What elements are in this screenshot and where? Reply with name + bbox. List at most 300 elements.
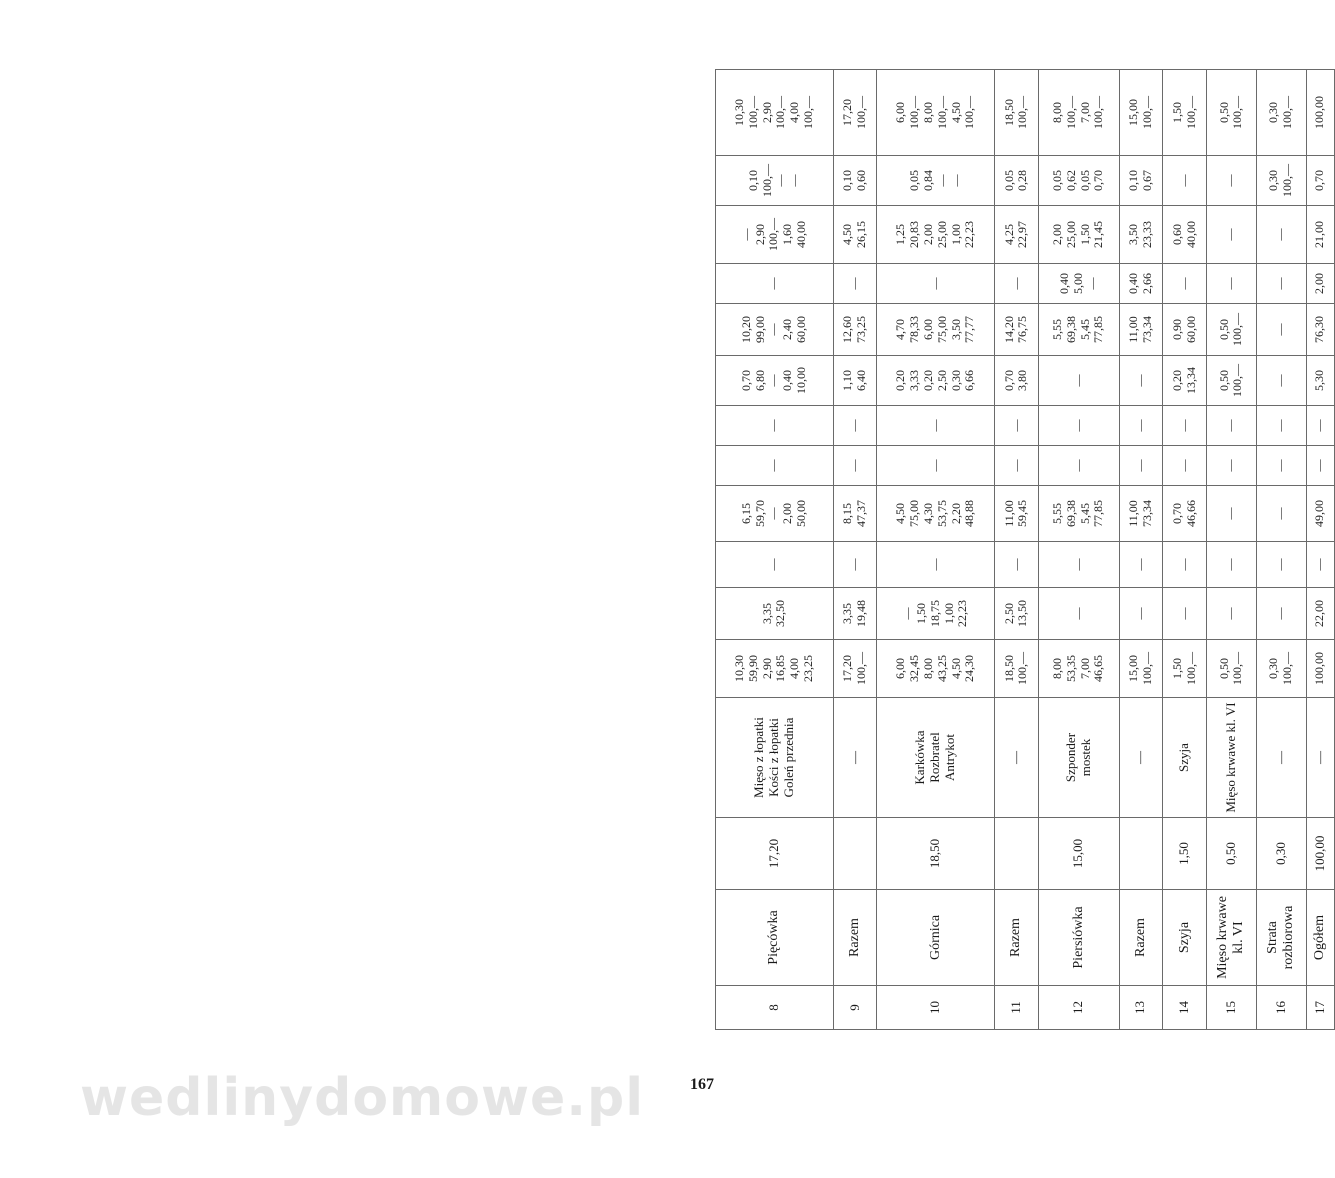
cell-line: 1,10 xyxy=(840,370,855,391)
value-cell-c3 xyxy=(995,542,1039,588)
cell-line: — xyxy=(766,323,781,336)
value-cell-c1 xyxy=(833,640,877,698)
cell-line: 100,— xyxy=(1280,652,1295,685)
cell-line: 0,62 xyxy=(1063,170,1078,191)
cell-line: 23,33 xyxy=(1139,221,1154,248)
row-cuts xyxy=(1256,698,1306,818)
value-cell-c10 xyxy=(833,206,877,264)
cell-line: — xyxy=(1084,277,1099,290)
cell-line: — xyxy=(1176,419,1191,432)
value-cell-c12 xyxy=(1306,70,1334,156)
cell-line: 1,00 xyxy=(948,224,963,245)
cell-line: 21,00 xyxy=(1312,221,1327,248)
cell-line: 6,00 xyxy=(920,319,935,340)
value-cell-c11 xyxy=(1119,156,1163,206)
cell-line: 100,— xyxy=(934,96,949,129)
cell-line: 69,38 xyxy=(1063,316,1078,343)
cell-line: 100,— xyxy=(1183,96,1198,129)
cell-line: 0,10 xyxy=(1126,170,1141,191)
value-cell-c7 xyxy=(1256,356,1306,406)
cell-line: 0,50 xyxy=(1216,102,1231,123)
cell-line: — xyxy=(1273,277,1288,290)
cell-line: 76,30 xyxy=(1312,316,1327,343)
value-cell-c1 xyxy=(995,640,1039,698)
cell-line: 0,60 xyxy=(854,170,869,191)
cell-line: — xyxy=(1070,419,1085,432)
cell-line: 5,45 xyxy=(1077,503,1092,524)
value-cell-c12 xyxy=(833,70,877,156)
row-name: Szyja xyxy=(1163,890,1207,986)
cell-line: — xyxy=(900,607,915,620)
value-cell-c4 xyxy=(877,486,995,542)
cell-line: 0,90 xyxy=(1169,319,1184,340)
cell-line: — xyxy=(1132,607,1147,620)
value-cell-c1 xyxy=(1163,640,1207,698)
value-cell-c9 xyxy=(1256,264,1306,304)
cell-line: 2,00 xyxy=(1312,273,1327,294)
cell-line: 77,77 xyxy=(962,316,977,343)
cell-line: 10,30 xyxy=(731,655,746,682)
cell-line: 100,— xyxy=(1015,652,1030,685)
cell-line: 22,23 xyxy=(962,221,977,248)
cell-line: 0,67 xyxy=(1139,170,1154,191)
cell-line: 10,20 xyxy=(738,316,753,343)
cell-line: 73,34 xyxy=(1139,316,1154,343)
value-cell-c11 xyxy=(1306,156,1334,206)
value-cell-c2 xyxy=(877,588,995,640)
cell-line: 2,66 xyxy=(1139,273,1154,294)
value-cell-c5 xyxy=(1256,446,1306,486)
cell-line: 0,84 xyxy=(920,170,935,191)
cell-line: 7,00 xyxy=(1077,658,1092,679)
cell-line: 7,00 xyxy=(1077,102,1092,123)
cell-line: 59,90 xyxy=(745,655,760,682)
cell-line: 4,50 xyxy=(893,503,908,524)
value-cell-c10 xyxy=(995,206,1039,264)
value-cell-c11 xyxy=(1038,156,1119,206)
cell-line: — xyxy=(1008,558,1023,571)
table-row xyxy=(877,70,995,1030)
value-cell-c7 xyxy=(1306,356,1334,406)
cell-line: 40,00 xyxy=(1183,221,1198,248)
cell-line: 5,30 xyxy=(1312,370,1327,391)
row-name: Strata rozbiorowa xyxy=(1256,890,1306,986)
cell-line: — xyxy=(948,174,963,187)
value-cell-c8 xyxy=(716,304,834,356)
value-cell-c9 xyxy=(1119,264,1163,304)
cell-line: 10,00 xyxy=(794,367,809,394)
cell-line: — xyxy=(1070,558,1085,571)
cell-line: 1,00 xyxy=(941,603,956,624)
cell-line: — xyxy=(766,277,781,290)
cell-line: — xyxy=(1070,459,1085,472)
value-cell-c5 xyxy=(877,446,995,486)
cell-line: — xyxy=(1223,419,1238,432)
cell-line: 60,00 xyxy=(1183,316,1198,343)
row-name: Razem xyxy=(995,890,1039,986)
cell-line: 22,23 xyxy=(955,600,970,627)
table-row xyxy=(833,70,877,1030)
value-cell-c8 xyxy=(1119,304,1163,356)
value-cell-c1 xyxy=(1119,640,1163,698)
cell-line: 11,00 xyxy=(1126,500,1141,527)
row-weight xyxy=(1119,818,1163,890)
row-cuts xyxy=(716,698,834,818)
cell-line: 100,— xyxy=(854,652,869,685)
cell-line: — xyxy=(1008,419,1023,432)
cell-line: 4,00 xyxy=(787,102,802,123)
value-cell-c1 xyxy=(1306,640,1334,698)
cell-line: — xyxy=(1223,277,1238,290)
value-cell-c7 xyxy=(995,356,1039,406)
cell-line: 100,— xyxy=(1230,313,1245,346)
value-cell-c8 xyxy=(995,304,1039,356)
cell-line: 12,60 xyxy=(840,316,855,343)
cell-line: 15,00 xyxy=(1126,99,1141,126)
value-cell-c11 xyxy=(877,156,995,206)
cell-line: 0,20 xyxy=(893,370,908,391)
cell-line: 24,30 xyxy=(962,655,977,682)
table-row xyxy=(1256,70,1306,1030)
cell-line: — xyxy=(766,507,781,520)
cell-line: 53,35 xyxy=(1063,655,1078,682)
row-weight xyxy=(995,818,1039,890)
value-cell-c3 xyxy=(877,542,995,588)
cell-line: Kości z łopatki xyxy=(765,718,781,797)
row-cuts xyxy=(995,698,1039,818)
value-cell-c10 xyxy=(1206,206,1256,264)
cell-line: 0,70 xyxy=(1091,170,1106,191)
cell-line: 18,75 xyxy=(927,600,942,627)
value-cell-c4 xyxy=(1206,486,1256,542)
row-number: 13 xyxy=(1119,986,1163,1030)
cell-line: 0,50 xyxy=(1216,658,1231,679)
value-cell-c4 xyxy=(1306,486,1334,542)
value-cell-c12 xyxy=(1256,70,1306,156)
cell-line: 13,34 xyxy=(1183,367,1198,394)
value-cell-c11 xyxy=(716,156,834,206)
row-cuts xyxy=(1206,698,1256,818)
cell-line: 77,85 xyxy=(1091,500,1106,527)
cell-line: Antrykot xyxy=(942,734,958,781)
row-weight: 0,30 xyxy=(1256,818,1306,890)
cell-line: — xyxy=(1132,558,1147,571)
row-name: Piersiówka xyxy=(1038,890,1119,986)
cell-line: 2,40 xyxy=(780,319,795,340)
cell-line: 100,— xyxy=(907,96,922,129)
value-cell-c1 xyxy=(716,640,834,698)
cell-line: — xyxy=(1273,228,1288,241)
cell-line: 8,00 xyxy=(920,658,935,679)
value-cell-c8 xyxy=(1306,304,1334,356)
table-row xyxy=(1206,70,1256,1030)
cell-line: 0,40 xyxy=(1126,273,1141,294)
cell-line: 11,00 xyxy=(1126,316,1141,343)
cell-line: 25,00 xyxy=(1063,221,1078,248)
cell-line: 2,00 xyxy=(920,224,935,245)
value-cell-c9 xyxy=(1038,264,1119,304)
cell-line: — xyxy=(1132,419,1147,432)
cell-line: 19,48 xyxy=(854,600,869,627)
value-cell-c3 xyxy=(1038,542,1119,588)
value-cell-c7 xyxy=(833,356,877,406)
cell-line: 3,35 xyxy=(840,603,855,624)
row-name: Razem xyxy=(1119,890,1163,986)
cell-line: 8,00 xyxy=(1050,658,1065,679)
cell-line: — xyxy=(1176,607,1191,620)
watermark-text: wedlinydomowe.pl xyxy=(80,1068,645,1128)
cell-line: 0,05 xyxy=(1077,170,1092,191)
cell-line: — xyxy=(1273,607,1288,620)
cell-line: 46,65 xyxy=(1091,655,1106,682)
cell-line: — xyxy=(1223,507,1238,520)
cell-line: — xyxy=(847,277,862,290)
cell-line: 8,00 xyxy=(920,102,935,123)
row-weight: 15,00 xyxy=(1038,818,1119,890)
row-name: Pięcówka xyxy=(716,890,834,986)
cell-line: 17,20 xyxy=(840,655,855,682)
cell-line: 0,70 xyxy=(738,370,753,391)
cell-line: 40,00 xyxy=(794,221,809,248)
cell-line: 3,50 xyxy=(1126,224,1141,245)
value-cell-c2 xyxy=(995,588,1039,640)
cell-line: 0,20 xyxy=(1169,370,1184,391)
value-cell-c10 xyxy=(1163,206,1207,264)
cell-line: — xyxy=(1272,751,1288,764)
cell-line: — xyxy=(1273,323,1288,336)
value-cell-c12 xyxy=(877,70,995,156)
cell-line: 77,85 xyxy=(1091,316,1106,343)
cell-line: 3,33 xyxy=(907,370,922,391)
cell-line: Szponder xyxy=(1062,732,1078,783)
cell-line: Karkówka xyxy=(912,730,928,785)
cell-line: — xyxy=(1176,459,1191,472)
row-name: Górnica xyxy=(877,890,995,986)
cell-line: 0,05 xyxy=(907,170,922,191)
cell-line: — xyxy=(1176,174,1191,187)
cell-line: 73,34 xyxy=(1139,500,1154,527)
cell-line: — xyxy=(1132,459,1147,472)
value-cell-c10 xyxy=(1306,206,1334,264)
cell-line: Rozbratel xyxy=(927,732,943,783)
cell-line: Mięso krwawe kl. VI xyxy=(1222,702,1238,813)
cell-line: 4,50 xyxy=(948,102,963,123)
cell-line: 100,— xyxy=(1280,164,1295,197)
value-cell-c12 xyxy=(995,70,1039,156)
cell-line: 3,80 xyxy=(1015,370,1030,391)
row-weight: 18,50 xyxy=(877,818,995,890)
cell-line: 0,70 xyxy=(1169,503,1184,524)
cell-line: 43,25 xyxy=(934,655,949,682)
cell-line: Goleń przednia xyxy=(780,717,796,798)
cell-line: 100,— xyxy=(1139,96,1154,129)
cell-line: — xyxy=(1070,607,1085,620)
value-cell-c5 xyxy=(833,446,877,486)
value-cell-c7 xyxy=(1163,356,1207,406)
cell-line: 25,00 xyxy=(934,221,949,248)
cell-line: 3,35 xyxy=(759,603,774,624)
cell-line: 100,— xyxy=(1230,652,1245,685)
cell-line: 78,33 xyxy=(907,316,922,343)
cell-line: 1,50 xyxy=(1077,224,1092,245)
cell-line: 0,50 xyxy=(1216,319,1231,340)
value-cell-c10 xyxy=(716,206,834,264)
row-name: Razem xyxy=(833,890,877,986)
meat-cutting-table xyxy=(715,69,1335,1030)
cell-line: — xyxy=(1070,374,1085,387)
cell-line: 22,97 xyxy=(1015,221,1030,248)
cell-line: 46,66 xyxy=(1183,500,1198,527)
cell-line: 0,05 xyxy=(1050,170,1065,191)
cell-line: 2,90 xyxy=(759,658,774,679)
value-cell-c9 xyxy=(1306,264,1334,304)
table-row xyxy=(1119,70,1163,1030)
value-cell-c4 xyxy=(995,486,1039,542)
value-cell-c12 xyxy=(716,70,834,156)
cell-line: 100,— xyxy=(962,96,977,129)
row-cuts xyxy=(1119,698,1163,818)
value-cell-c6 xyxy=(995,406,1039,446)
cell-line: 22,00 xyxy=(1312,600,1327,627)
cell-line: — xyxy=(1311,751,1327,764)
row-number: 16 xyxy=(1256,986,1306,1030)
cell-line: — xyxy=(766,374,781,387)
cell-line: 4,50 xyxy=(948,658,963,679)
row-name: Ogółem xyxy=(1306,890,1334,986)
cell-line: 0,40 xyxy=(780,370,795,391)
row-number: 12 xyxy=(1038,986,1119,1030)
cell-line: 0,30 xyxy=(1266,658,1281,679)
cell-line: 60,00 xyxy=(794,316,809,343)
value-cell-c4 xyxy=(1119,486,1163,542)
cell-line: — xyxy=(1223,607,1238,620)
cell-line: — xyxy=(927,419,942,432)
value-cell-c6 xyxy=(1038,406,1119,446)
cell-line: — xyxy=(927,277,942,290)
value-cell-c3 xyxy=(1206,542,1256,588)
cell-line: 1,50 xyxy=(914,603,929,624)
value-cell-c6 xyxy=(716,406,834,446)
value-cell-c9 xyxy=(995,264,1039,304)
row-weight: 0,50 xyxy=(1206,818,1256,890)
cell-line: 0,40 xyxy=(1056,273,1071,294)
value-cell-c9 xyxy=(1163,264,1207,304)
value-cell-c6 xyxy=(1119,406,1163,446)
value-cell-c2 xyxy=(1256,588,1306,640)
cell-line: — xyxy=(766,419,781,432)
cell-line: — xyxy=(1312,419,1327,432)
cell-line: 0,30 xyxy=(1266,102,1281,123)
value-cell-c4 xyxy=(1163,486,1207,542)
cell-line: 0,30 xyxy=(1266,170,1281,191)
cell-line: 11,00 xyxy=(1001,500,1016,527)
cell-line: — xyxy=(927,459,942,472)
row-number: 11 xyxy=(995,986,1039,1030)
value-cell-c9 xyxy=(877,264,995,304)
cell-line: — xyxy=(1176,277,1191,290)
value-cell-c6 xyxy=(1256,406,1306,446)
cell-line: 59,45 xyxy=(1015,500,1030,527)
cell-line: 2,00 xyxy=(1050,224,1065,245)
value-cell-c3 xyxy=(833,542,877,588)
cell-line: 100,00 xyxy=(1312,652,1327,685)
cell-line: 2,50 xyxy=(934,370,949,391)
row-number: 14 xyxy=(1163,986,1207,1030)
value-cell-c3 xyxy=(1119,542,1163,588)
row-cuts xyxy=(1306,698,1334,818)
cell-line: 0,28 xyxy=(1015,170,1030,191)
value-cell-c12 xyxy=(1038,70,1119,156)
cell-line: 100,— xyxy=(1230,364,1245,397)
cell-line: 100,— xyxy=(1230,96,1245,129)
value-cell-c7 xyxy=(1206,356,1256,406)
cell-line: 100,— xyxy=(1183,652,1198,685)
cell-line: 4,00 xyxy=(787,658,802,679)
value-cell-c5 xyxy=(1163,446,1207,486)
value-cell-c3 xyxy=(1163,542,1207,588)
cell-line: 6,80 xyxy=(752,370,767,391)
cell-line: 23,25 xyxy=(800,655,815,682)
cell-line: — xyxy=(1312,558,1327,571)
cell-line: — xyxy=(934,174,949,187)
value-cell-c7 xyxy=(716,356,834,406)
value-cell-c4 xyxy=(716,486,834,542)
row-cuts xyxy=(1038,698,1119,818)
rotated-table-wrapper xyxy=(715,70,1335,1030)
value-cell-c11 xyxy=(1256,156,1306,206)
cell-line: 0,70 xyxy=(1312,170,1327,191)
cell-line: 14,20 xyxy=(1001,316,1016,343)
cell-line: 75,00 xyxy=(934,316,949,343)
row-weight xyxy=(833,818,877,890)
cell-line: 4,70 xyxy=(893,319,908,340)
value-cell-c2 xyxy=(716,588,834,640)
table-row xyxy=(716,70,834,1030)
cell-line: 6,00 xyxy=(893,658,908,679)
cell-line: 100,— xyxy=(745,96,760,129)
cell-line: 48,88 xyxy=(962,500,977,527)
cell-line: — xyxy=(1223,174,1238,187)
value-cell-c11 xyxy=(833,156,877,206)
cell-line: 0,05 xyxy=(1001,170,1016,191)
cell-line: 32,50 xyxy=(773,600,788,627)
cell-line: — xyxy=(1008,459,1023,472)
cell-line: 4,50 xyxy=(840,224,855,245)
value-cell-c2 xyxy=(1163,588,1207,640)
cell-line: 10,30 xyxy=(731,99,746,126)
table-row xyxy=(1038,70,1119,1030)
cell-line: 100,— xyxy=(1091,96,1106,129)
table-row xyxy=(1163,70,1207,1030)
value-cell-c7 xyxy=(1119,356,1163,406)
cell-line: 100,— xyxy=(1280,96,1295,129)
row-number: 8 xyxy=(716,986,834,1030)
cell-line: 3,50 xyxy=(948,319,963,340)
cell-line: 5,55 xyxy=(1050,503,1065,524)
cell-line: Mięso z łopatki xyxy=(750,717,766,798)
cell-line: 2,90 xyxy=(759,102,774,123)
cell-line: 1,50 xyxy=(1169,102,1184,123)
cell-line: — xyxy=(766,558,781,571)
value-cell-c4 xyxy=(1256,486,1306,542)
value-cell-c12 xyxy=(1163,70,1207,156)
cell-line: 69,38 xyxy=(1063,500,1078,527)
cell-line: — xyxy=(1008,277,1023,290)
cell-line: 5,45 xyxy=(1077,319,1092,340)
value-cell-c9 xyxy=(833,264,877,304)
value-cell-c2 xyxy=(1119,588,1163,640)
value-cell-c5 xyxy=(995,446,1039,486)
